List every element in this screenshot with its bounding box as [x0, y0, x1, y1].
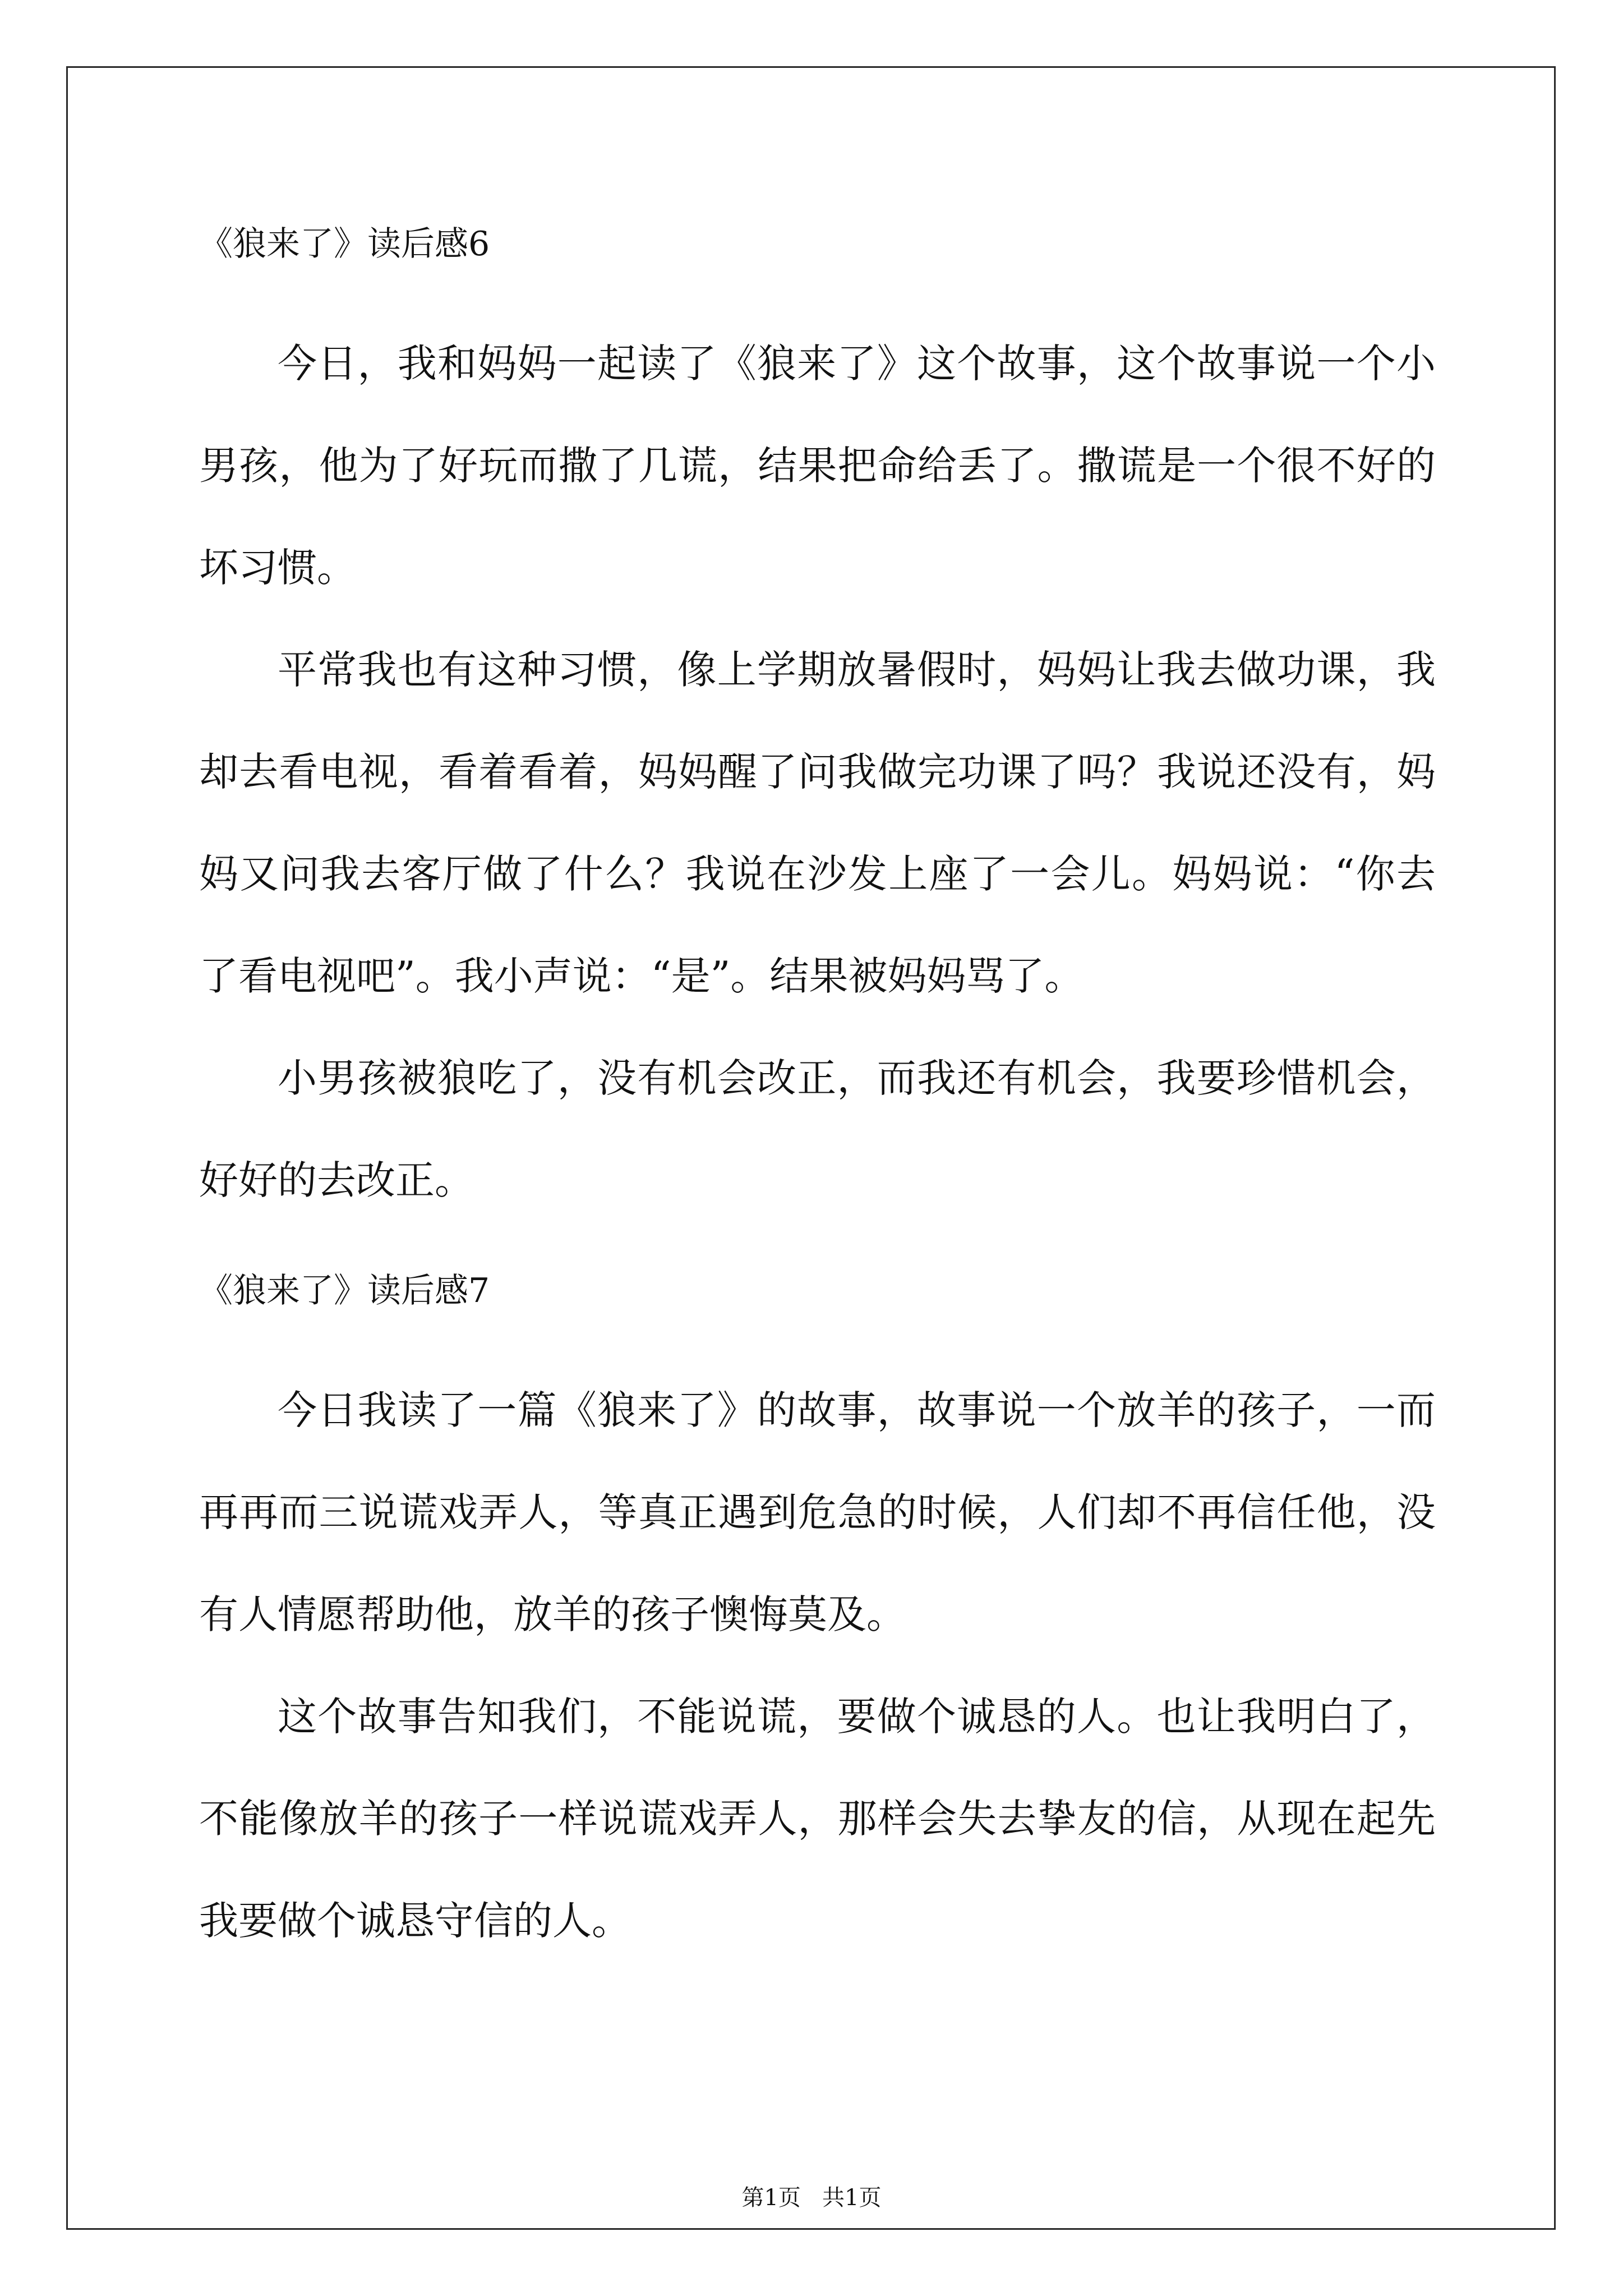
- paragraph: 平常我也有这种习惯，像上学期放暑假时，妈妈让我去做功课，我却去看电视，看着看着，妈妈醒了问我做完功课了吗？我说还没有，妈妈又问我去客厅做了什么？我说在沙发上座了一会儿。妈妈说：“你去了看电视吧”。我小声说：“是”。结果被妈妈骂了。: [199, 647, 1436, 999]
- document-body: [199, 222, 1436, 1972]
- paragraph: 今日我读了一篇《狼来了》的故事，故事说一个放羊的孩子，一而再再而三说谎戏弄人，等真正遇到危急的时候，人们却不再信任他，没有人情愿帮助他，放羊的孩子懊悔莫及。: [199, 1387, 1436, 1637]
- essay-section-6: [199, 222, 1436, 1231]
- essay-section-7: [199, 1268, 1436, 1972]
- paragraph: 这个故事告知我们，不能说谎，要做个诚恳的人。也让我明白了，不能像放羊的孩子一样说谎戏弄人，那样会失去挚友的信，从现在起先我要做个诚恳守信的人。: [199, 1694, 1436, 1944]
- section-title: 《狼来了》读后感6: [199, 224, 490, 264]
- paragraph: 今日，我和妈妈一起读了《狼来了》这个故事，这个故事说一个小男孩，他为了好玩而撒了几谎，结果把命给丢了。撒谎是一个很不好的坏习惯。: [199, 341, 1436, 591]
- paragraph: 小男孩被狼吃了，没有机会改正，而我还有机会，我要珍惜机会，好好的去改正。: [199, 1055, 1436, 1203]
- section-title: 《狼来了》读后感7: [199, 1271, 490, 1310]
- page-number-footer: 第1页 共1页: [741, 2185, 882, 2211]
